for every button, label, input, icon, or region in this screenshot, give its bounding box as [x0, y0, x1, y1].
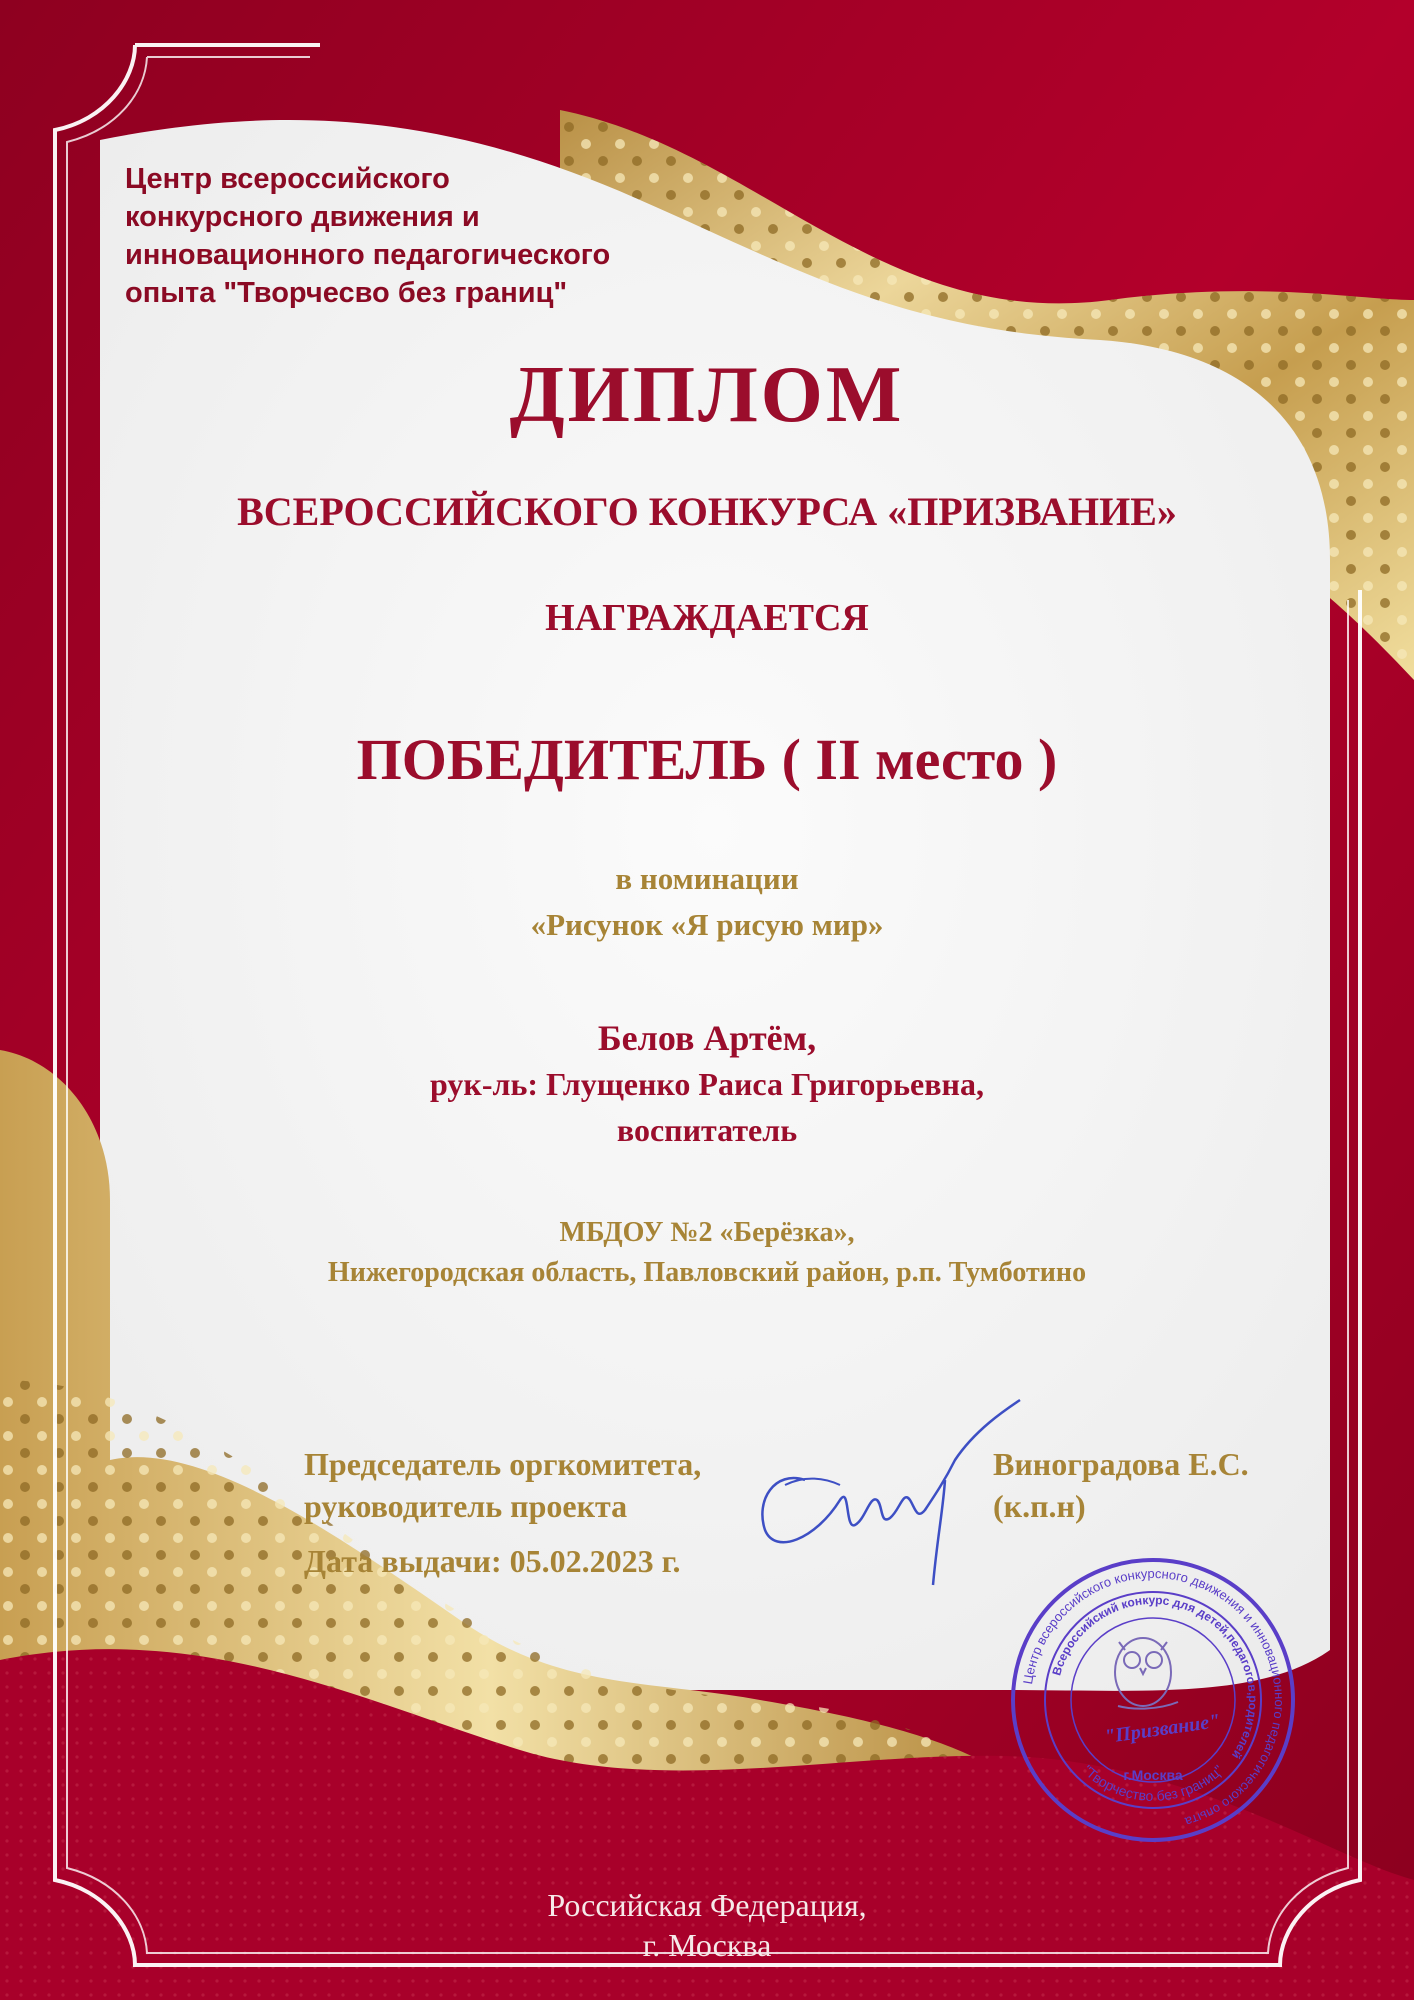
- institution-region: Нижегородская область, Павловский район, р.п. Тумботино: [327, 1257, 1087, 1288]
- diploma-title: ДИПЛОМ: [509, 351, 905, 439]
- handwritten-signature: [745, 1390, 1025, 1590]
- institution-name: МБДОУ №2 «Берёзка»,: [559, 1217, 855, 1248]
- issue-date: Дата выдачи: 05.02.2023 г.: [304, 1543, 681, 1579]
- stamp-outer-text: Центр всероссийского конкурсного движения и инновационного педагогического опыта: [1020, 1565, 1288, 1830]
- recipient-position: воспитатель: [616, 1112, 798, 1148]
- footer-country: Российская Федерация,: [547, 1887, 867, 1923]
- organizer-line-2: конкурсного движения и: [125, 201, 480, 233]
- recipient-leader: рук-ль: Глущенко Раиса Григорьевна,: [430, 1066, 984, 1102]
- organizer-line-3: инновационного педагогического: [125, 239, 611, 271]
- organizer-line-4: опыта "Творчесво без границ": [125, 277, 568, 309]
- signatory-role-line-2: руководитель проекта: [304, 1488, 628, 1524]
- stamp-inner-text: Всероссийский конкурс для детей,педагогов,родителей: [1049, 1592, 1261, 1762]
- organizer-name: [125, 160, 685, 312]
- signatory-degree: (к.п.н): [993, 1488, 1086, 1524]
- owl-icon: [1115, 1638, 1178, 1709]
- organizer-line-1: Центр всероссийского: [125, 163, 450, 195]
- awarded-label: НАГРАЖДАЕТСЯ: [545, 597, 869, 639]
- signatory-name: Виноградова Е.С.: [993, 1446, 1249, 1482]
- contest-subtitle: ВСЕРОССИЙСКОГО КОНКУРСА «ПРИЗВАНИЕ»: [237, 489, 1177, 534]
- organization-stamp: [1003, 1550, 1303, 1850]
- footer-city: г. Москва: [642, 1927, 772, 1963]
- nomination-value: «Рисунок «Я рисую мир»: [530, 907, 884, 942]
- award-title: ПОБЕДИТЕЛЬ ( II место ): [356, 727, 1058, 792]
- stamp-city: г.Москва: [1123, 1767, 1183, 1783]
- signatory-role-line-1: Председатель оргкомитета,: [304, 1446, 702, 1482]
- nomination-label: в номинации: [615, 861, 799, 896]
- stamp-bottom-text: "Творчество без границ": [1079, 1761, 1227, 1804]
- stamp-center-text: "Призвание": [1102, 1710, 1222, 1749]
- recipient-name: Белов Артём,: [597, 1018, 817, 1058]
